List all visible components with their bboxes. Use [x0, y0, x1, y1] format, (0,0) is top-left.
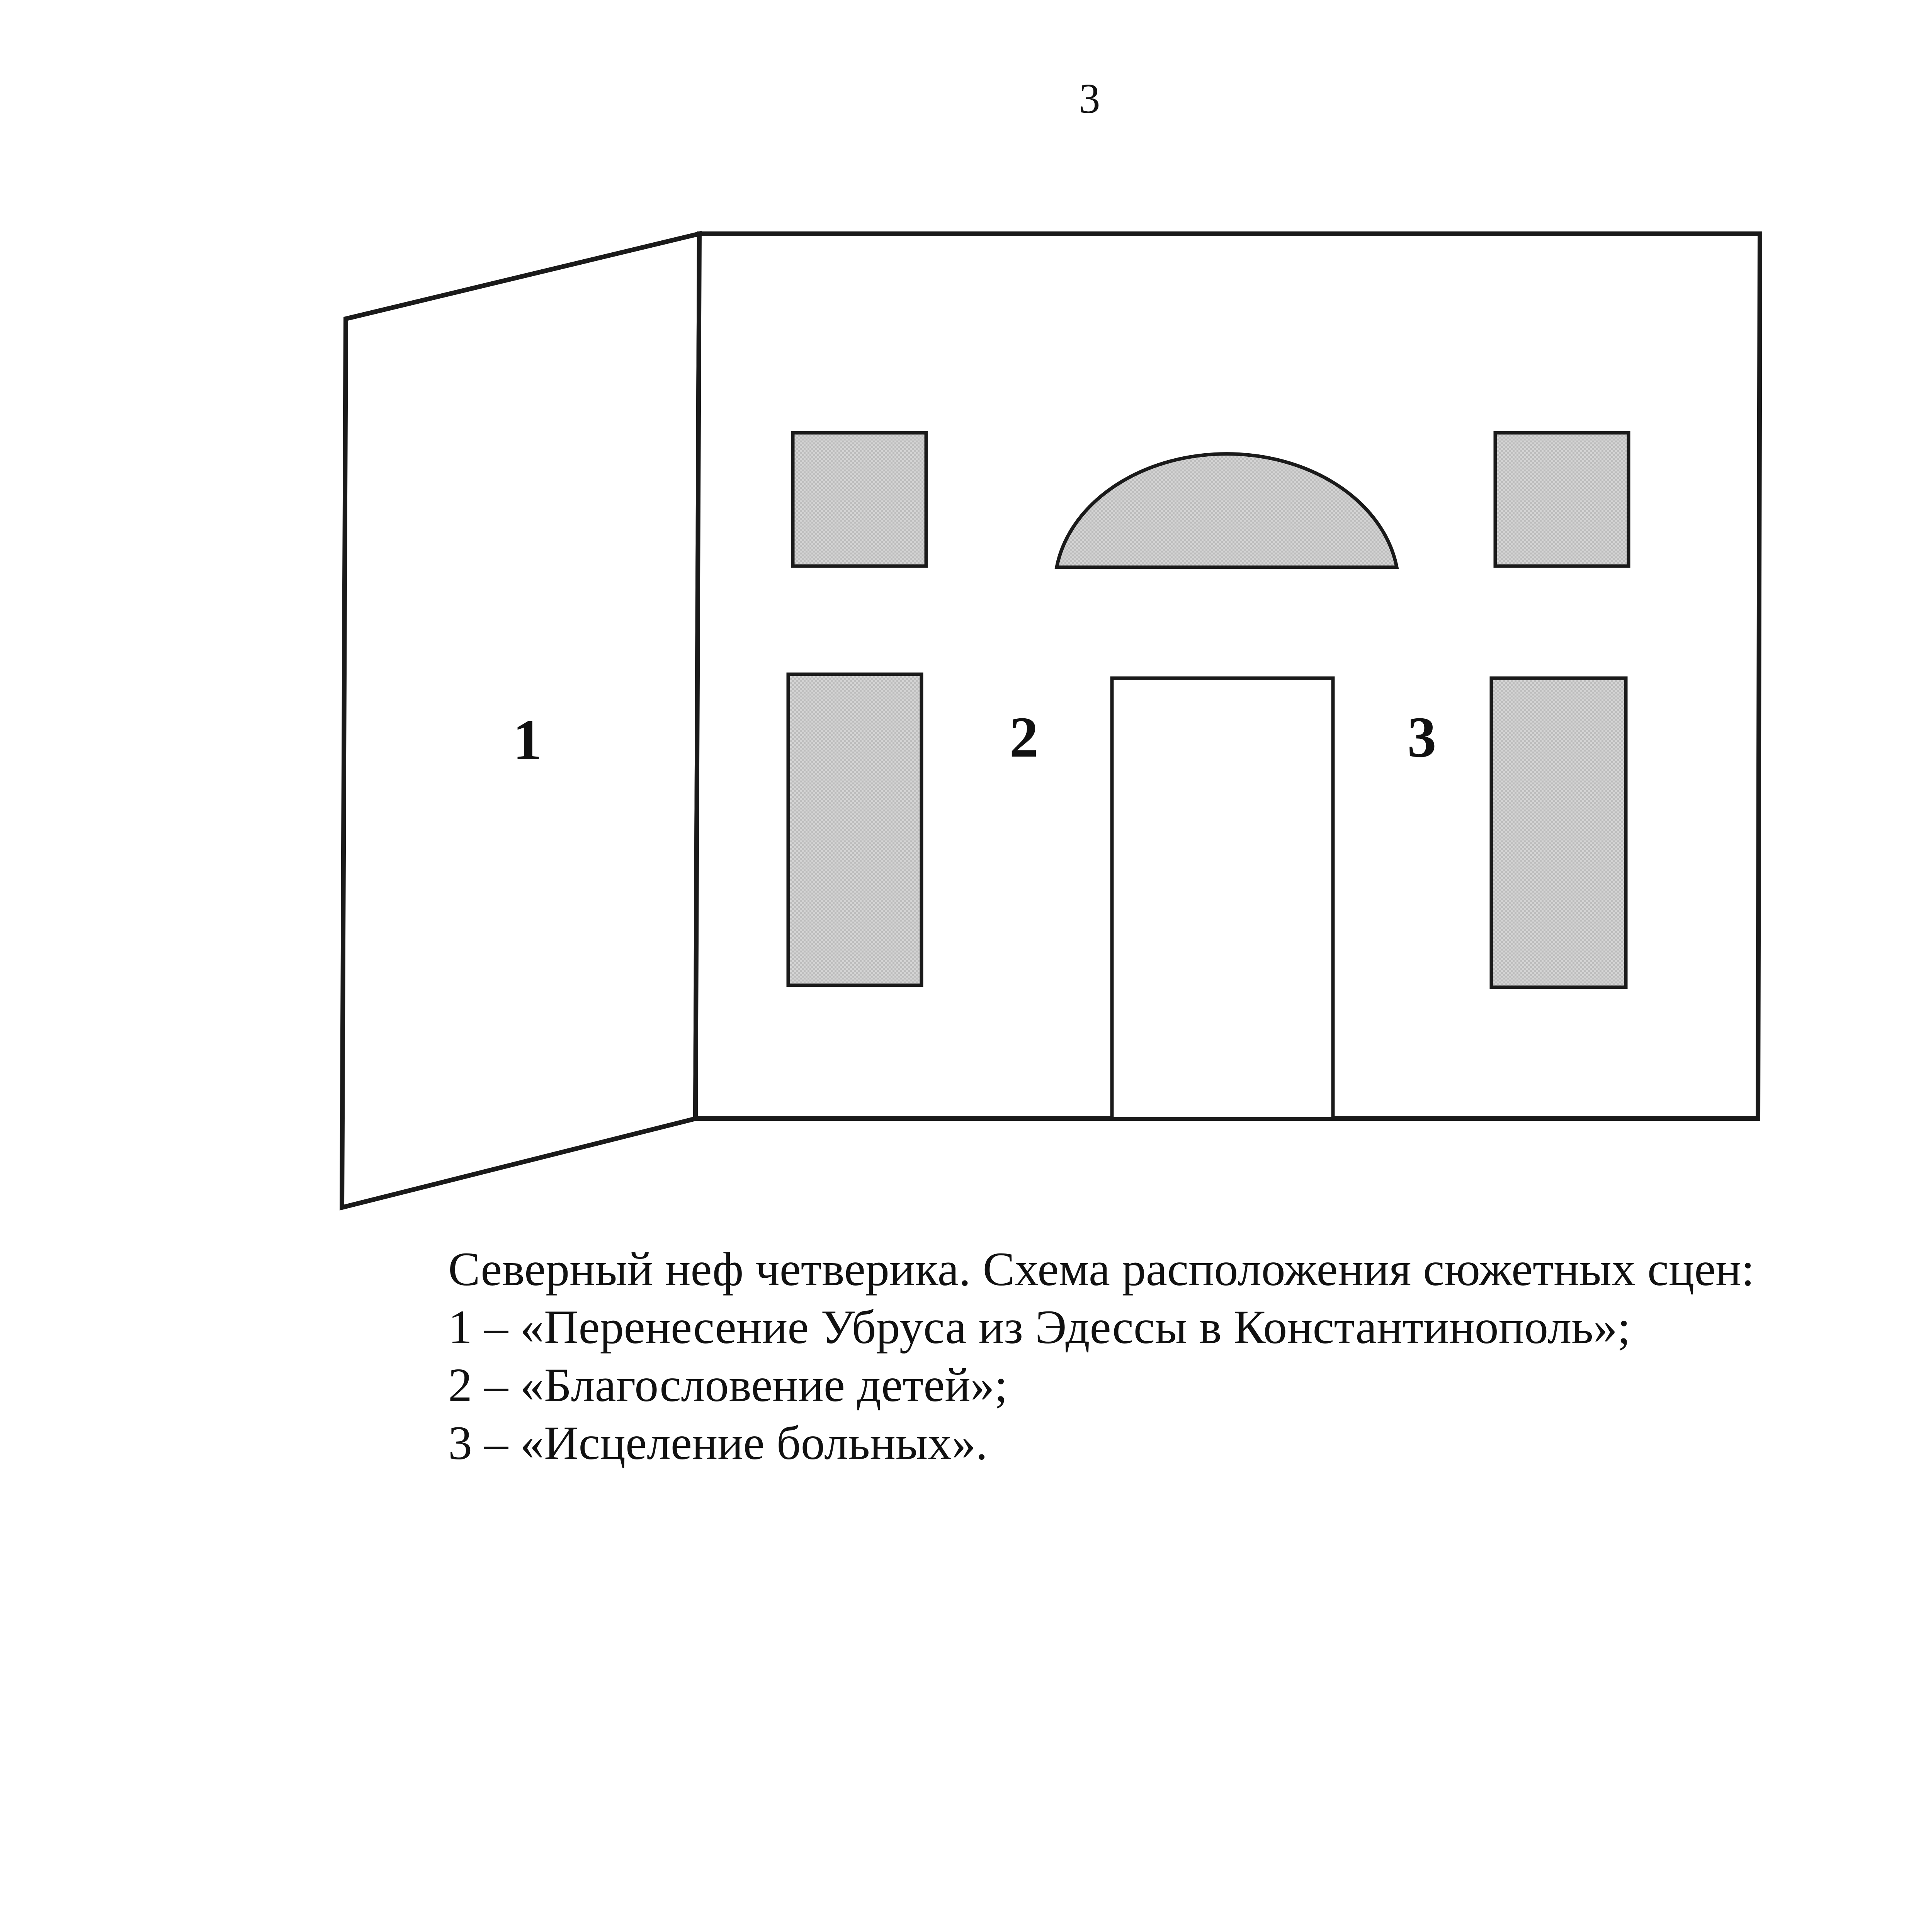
- caption-title: Северный неф четверика. Схема расположения сюжетных сцен:: [448, 1243, 1755, 1296]
- upper-right-window: [1495, 433, 1629, 566]
- scene-label-3: 3: [1407, 705, 1437, 769]
- figure-caption: [448, 1240, 1878, 1472]
- caption-item-1: 1 – «Перенесение Убруса из Эдессы в Константинополь»;: [448, 1301, 1631, 1354]
- scene-label-1: 1: [513, 708, 542, 772]
- upper-left-window: [793, 433, 926, 566]
- lower-left-window: [788, 674, 921, 985]
- door-opening: [1112, 678, 1333, 1119]
- page-number: 3: [1079, 75, 1100, 122]
- caption-item-3: 3 – «Исцеление больных».: [448, 1417, 988, 1469]
- caption-item-2: 2 – «Благословение детей»;: [448, 1359, 1008, 1412]
- scene-label-2: 2: [1009, 705, 1039, 769]
- lower-right-window: [1491, 678, 1626, 987]
